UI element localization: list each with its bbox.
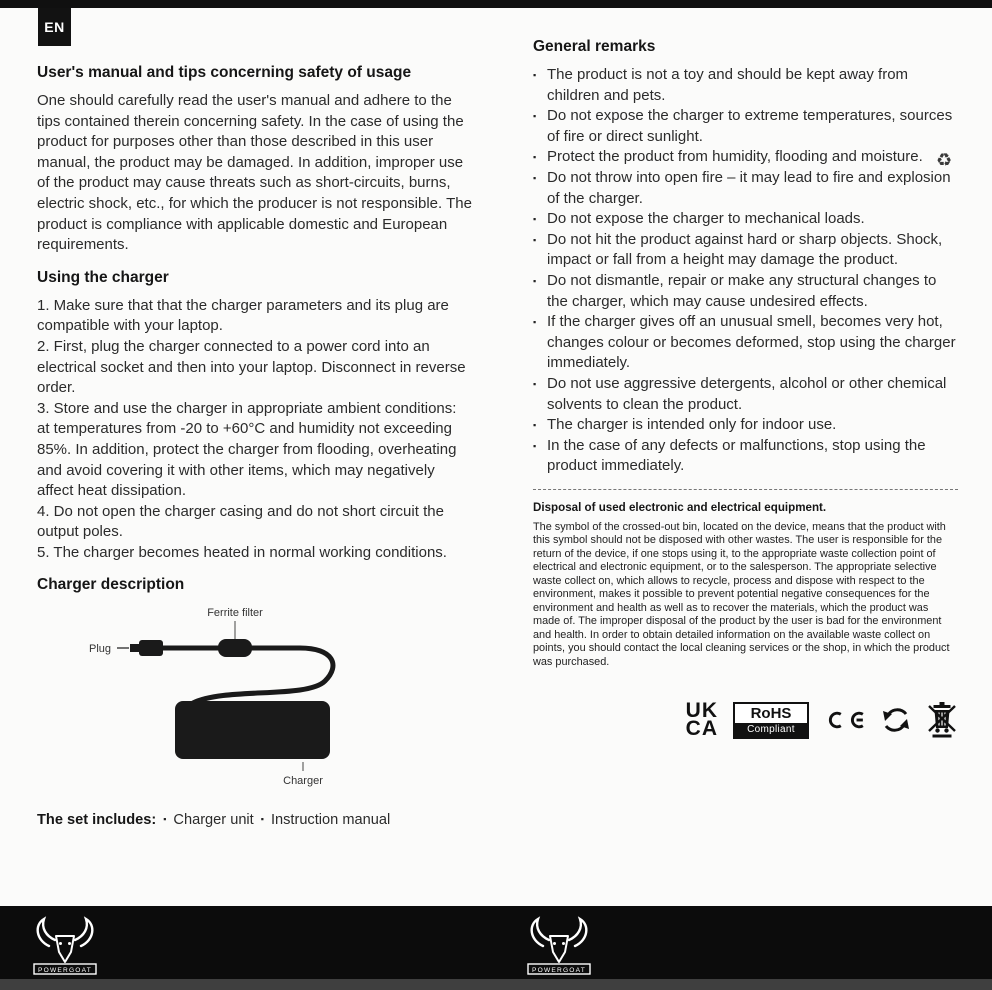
list-item: ▪ The charger is intended only for indoor use. [533,415,958,436]
charger-diagram-drawing [75,603,415,789]
top-border [0,0,992,8]
charger-diagram [75,603,473,794]
dashed-divider [533,489,958,490]
crossed-out-bin-icon [926,701,958,739]
list-item: ▪ Do not expose the charger to extreme temperatures, sources of fire or direct sunlight. [533,106,958,147]
recycle-mark-small-icon: ♻ [936,150,953,170]
set-includes-item: Instruction manual [270,812,391,829]
right-column [533,38,958,739]
using-item: 3. Store and use the charger in appropriate ambient conditions: at temperatures from -20 to +60°C and humidity not exceeding 85%. In addition, protect the charger from flooding, overheating and avoid covering it with other items, which may negatively affect heat dissipation. [37,399,457,500]
ukca-mark-icon: UK CA [685,699,718,741]
using-item: 5. The charger becomes heated in normal working conditions. [37,543,447,561]
using-item: 2. First, plug the charger connected to a power cord into an electrical socket and then into your laptop. Disconnect in reverse order. [37,337,466,397]
certification-logos [533,701,958,739]
list-item: ▪ Protect the product from humidity, flooding and moisture. [533,147,958,168]
charger-description-heading: Charger description [37,576,185,594]
list-item: ▪ Do not use aggressive detergents, alcohol or other chemical solvents to clean the product. [533,374,958,415]
list-item: ▪ In the case of any defects or malfunctions, stop using the product immediately. [533,436,958,477]
list-item: ▪ If the charger gives off an unusual smell, becomes very hot, changes colour or becomes deformed, stop using the charger immediately. [533,312,958,374]
disposal-heading: Disposal of used electronic and electrical equipment. [533,500,827,514]
ferrite-filter [218,639,252,657]
list-item: ▪ Do not hit the product against hard or sharp objects. Shock, impact or fall from a height may damage the product. [533,230,958,271]
bullet-icon: ▪ [533,440,537,451]
bullet-icon: ▪ [533,317,537,328]
list-item: ▪ Do not throw into open fire – it may lead to fire and explosion of the charger. [533,168,958,209]
list-item: ▪ Do not dismantle, repair or make any structural changes to the charger, which may cause undesired effects. [533,271,958,312]
list-item: ▪ The product is not a toy and should be kept away from children and pets. [533,65,958,106]
ce-mark-icon [824,704,866,736]
recycle-arrows-icon [881,705,911,735]
bullet-icon: ▪ [533,214,537,225]
powergoat-wordmark: POWERGOAT [532,966,586,974]
using-charger-heading: Using the charger [37,268,169,286]
list-item: ▪ Do not expose the charger to mechanical loads. [533,209,958,230]
charger-label: Charger [283,775,323,788]
footer-band [0,906,992,990]
using-charger-list [37,296,473,564]
bullet-icon: ▪ [533,275,537,286]
bullet-icon: ▪ [533,172,537,183]
rohs-badge-icon: RoHS Compliant [733,702,809,739]
powergoat-logo [524,915,594,975]
plug-connector [130,644,140,652]
bullet-icon: ▪ [163,814,167,825]
bullet-icon: ▪ [533,111,537,122]
bullet-icon: ▪ [533,234,537,245]
powergoat-logo [30,915,100,975]
language-badge: EN [38,8,71,46]
set-includes-line [37,812,473,828]
plug-label: Plug [89,643,112,656]
charger-brick [175,701,330,759]
bullet-icon: ▪ [533,420,537,431]
bullet-icon: ▪ [533,70,537,80]
using-item: 1. Make sure that that the charger parameters and its plug are compatible with your laptop. [37,296,449,335]
bullet-icon: ▪ [533,378,537,389]
disposal-paragraph: The symbol of the crossed-out bin, located on the device, means that the product with this symbol should not be disposed with other wastes. The user is responsible for the return of the device, if one stops using it, to the appropriate waste collection point of electrical and electronic equipment, or to the salesperson. The appropriate selective waste collect on, which allows to recycle, process and dispose with respect to the environment, makes it possible to prevent potential negative consequences for the environment and health as well as to recover the materials, which the product was made of. The improper disposal of the product by the user is bad for the environment and health. In order to obtain detailed information on the available waste collect on points, you should contact the local cleaning services or the shop, in which the product was purchased. [533,520,950,668]
using-item: 4. Do not open the charger casing and do not short circuit the output poles. [37,502,444,541]
general-remarks-heading: General remarks [533,38,656,55]
bullet-icon: ▪ [260,814,264,825]
safety-heading: User's manual and tips concerning safety of usage [37,64,412,81]
powergoat-wordmark: POWERGOAT [38,966,92,974]
set-includes-item: Charger unit [173,812,254,829]
left-column [37,64,473,828]
footer-edge-strip [0,979,992,990]
set-includes-label: The set includes: [37,812,157,829]
ferrite-filter-label: Ferrite filter [207,607,263,620]
general-remarks-list [533,65,958,477]
safety-paragraph: One should carefully read the user's manual and adhere to the tips contained therein concerning safety. In the case of using the product for purposes other than those described in this user manual, the product may be damaged. In addition, improper use of the product may cause threats such as short-circuits, burns, electric shock, etc., for which the producer is not responsible. The product is compliance with applicable domestic and European requirements. [37,92,472,254]
bullet-icon: ▪ [533,152,537,163]
